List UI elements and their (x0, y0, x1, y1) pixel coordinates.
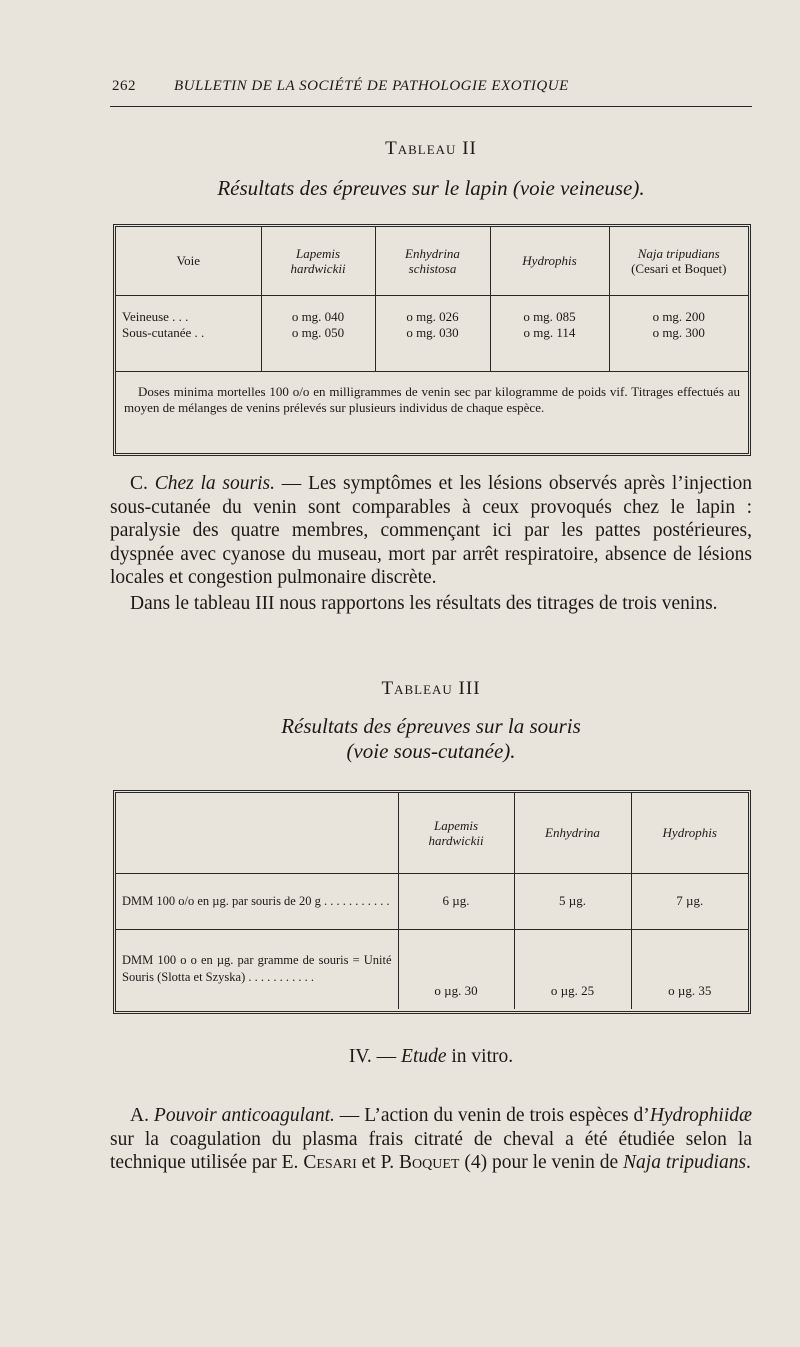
table2 (116, 227, 748, 424)
table2-col-enhydrina: Enhydrina schistosa (375, 227, 490, 295)
table3-col-enhydrina: Enhydrina (514, 793, 631, 873)
section-c-heading: Chez la souris. (154, 473, 275, 494)
header-rule (110, 106, 752, 107)
section-c-paragraph-2: Dans le tableau III nous rapportons les résultats des titrages de trois venins. (130, 592, 718, 614)
table3-col-lapemis: Lapemis hardwickii (398, 793, 514, 873)
table3-col-label (116, 793, 398, 873)
section-a-heading: Pouvoir anticoagulant. (153, 1105, 335, 1126)
table2-caption: Résultats des épreuves sur le lapin (voie veineuse). (217, 176, 645, 200)
section-c (110, 472, 752, 615)
table2-col-hydrophis: Hydrophis (490, 227, 609, 295)
table2-col-lapemis: Lapemis hardwickii (261, 227, 375, 295)
table2-frame (113, 224, 751, 456)
section-a-paragraph: A. Pouvoir anticoagulant. — L’action du venin de trois espèces d’Hydrophiidæ sur la coagulation du plasma frais citraté de cheval a été étudiée selon la technique utilisée par E. Cesari et P. Boquet (4) pour le venin de Naja tripudians. (110, 1105, 753, 1173)
section-a (110, 1104, 752, 1175)
table3 (116, 793, 748, 1009)
table2-col-naja: Naja tripudians (Cesari et Boquet) (609, 227, 748, 295)
table3-frame (113, 790, 751, 1014)
journal-title: BULLETIN DE LA SOCIÉTÉ DE PATHOLOGIE EXOTIQUE (174, 78, 569, 94)
table3-caption: Résultats des épreuves sur la souris (voie sous-cutanée). (281, 714, 581, 763)
table-row: Sous-cutanée . . o mg. 050 o mg. 030 o mg. 114 o mg. 300 (116, 325, 748, 371)
table-row: DMM 100 o o en µg. par gramme de souris = Unité Souris (Slotta et Szyska) . . . . . . . . . . . o µg. 30 o µg. 25 o µg. 35 (116, 929, 748, 1009)
table3-label: Tableau III (381, 678, 481, 699)
section-c-paragraph: C. Chez la souris. — Les symptômes et les lésions observés après l’injection sous-cutanée du venin sont comparables à ceux provoqués chez le lapin : paralysie des quatre membres, commençant ici par les pattes postérieures, dyspnée avec cyanose du museau, mort par arrêt respiratoire, absence de lésions locales et congestion pulmonaire discrète. (110, 473, 752, 588)
section-iv-heading: IV. — Etude in vitro. (348, 1046, 514, 1067)
table2-note-row (116, 371, 748, 424)
page-number: 262 (112, 78, 136, 94)
table-row: Veineuse . . . o mg. 040 o mg. 026 o mg. 085 o mg. 200 (116, 295, 748, 325)
table-row: DMM 100 o/o en µg. par souris de 20 g . . . . . . . . . . . 6 µg. 5 µg. 7 µg. (116, 873, 748, 929)
table2-label: Tableau II (385, 138, 477, 159)
table3-col-hydrophis: Hydrophis (631, 793, 748, 873)
table2-col-voie: Voie (116, 227, 261, 295)
table2-note: Doses minima mortelles 100 o/o en milligrammes de venin sec par kilogramme de poids vif. Titrages effectués au moyen de mélanges de venins prélevés sur plusieurs individus de chaque espèce. (124, 383, 740, 415)
running-header (112, 78, 752, 95)
